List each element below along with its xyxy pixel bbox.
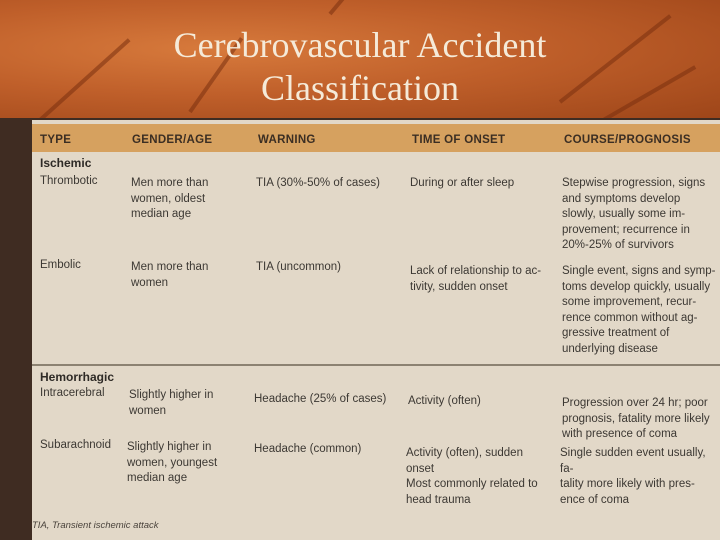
cell-type: Intracerebral bbox=[40, 387, 105, 399]
cell-warning: Headache (common) bbox=[254, 443, 362, 455]
slide-title-line2: Classification bbox=[261, 68, 459, 108]
cell-warning: TIA (uncommon) bbox=[256, 261, 341, 273]
cell-gender-age: Men more than women, oldest median age bbox=[131, 177, 209, 220]
cell-warning: Headache (25% of cases) bbox=[254, 393, 387, 405]
header-type: TYPE bbox=[40, 134, 72, 146]
cell-gender-age: Slightly higher in women, youngest median age bbox=[127, 441, 218, 484]
cell-warning: TIA (30%-50% of cases) bbox=[256, 177, 380, 189]
table-footnote: TIA, Transient ischemic attack bbox=[32, 520, 159, 531]
cell-time-of-onset: During or after sleep bbox=[410, 177, 515, 189]
classification-table bbox=[32, 120, 720, 540]
cell-course-prognosis: Progression over 24 hr; poor prognosis, fatality more likely with presence of coma bbox=[562, 397, 710, 440]
section-divider bbox=[32, 364, 720, 366]
header-course-prognosis: COURSE/PROGNOSIS bbox=[564, 134, 691, 146]
cell-gender-age: Men more than women bbox=[131, 261, 209, 289]
cell-time-of-onset: Activity (often) bbox=[408, 395, 481, 407]
cell-type: Thrombotic bbox=[40, 175, 98, 187]
cell-course-prognosis: Stepwise progression, signs and symptoms develop slowly, usually some im- provement; recurrence in 20%-25% of survivors bbox=[562, 177, 706, 251]
group-label-ischemic: Ischemic bbox=[40, 156, 92, 170]
cell-type: Subarachnoid bbox=[40, 439, 111, 451]
header-warning: WARNING bbox=[258, 134, 316, 146]
cell-time-of-onset: Activity (often), sudden onset Most commonly related to head trauma bbox=[406, 447, 538, 506]
table-header-row bbox=[32, 124, 720, 152]
group-label-hemorrhagic: Hemorrhagic bbox=[40, 370, 115, 384]
decorative-stroke bbox=[328, 0, 370, 15]
slide-title bbox=[0, 24, 720, 110]
slide-title-line1: Cerebrovascular Accident bbox=[173, 25, 547, 65]
cell-gender-age: Slightly higher in women bbox=[129, 389, 214, 417]
header-gender-age: GENDER/AGE bbox=[132, 134, 213, 146]
cell-course-prognosis: Single sudden event usually, fa- tality more likely with pres- ence of coma bbox=[560, 447, 706, 506]
cell-time-of-onset: Lack of relationship to ac- tivity, sudden onset bbox=[410, 265, 542, 293]
cell-course-prognosis: Single event, signs and symp- toms develop quickly, usually some improvement, recur- rence common without ag- gressive treatment of underlying disease bbox=[562, 265, 716, 355]
cell-type: Embolic bbox=[40, 259, 81, 271]
header-time-of-onset: TIME OF ONSET bbox=[412, 134, 506, 146]
